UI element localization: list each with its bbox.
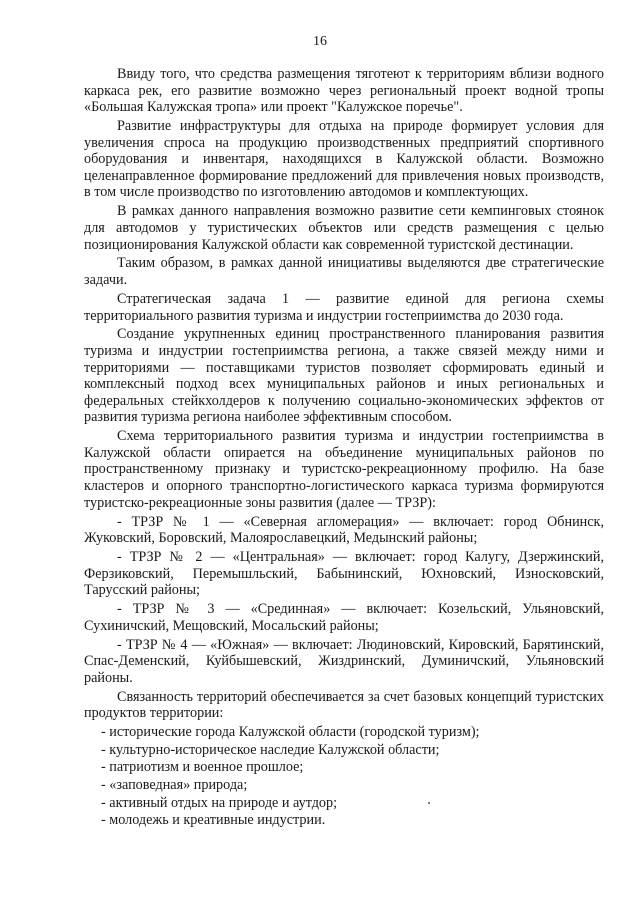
paragraph: Схема территориального развития туризма и индустрии гостеприимства в Калужской области опирается на объединение муниципальных районов по пространственному признаку и туристско-рекреационному профилю. На базе кластеров и опорного транспортно-логистического каркаса туризма формируются туристско-рекреационные зоны развития (далее — ТРЗР): <box>84 428 604 511</box>
paragraph: Развитие инфраструктуры для отдыха на природе формирует условия для увеличения спроса на продукцию производственных предприятий спортивного оборудования и инвентаря, находящихся в Калужской области. Возможно целенаправленное формирование предложений для привлечения новых производств, в том числе производство по изготовлению автодомов и комплектующих. <box>84 118 604 201</box>
list-item: - культурно-историческое наследие Калужской области; <box>101 741 440 758</box>
paragraph: Таким образом, в рамках данной инициативы выделяются две стратегические задачи. <box>84 255 604 289</box>
body-text <box>84 66 604 830</box>
paragraph: Связанность территорий обеспечивается за счет базовых концепций туристских продуктов территории: <box>84 688 604 722</box>
list-item: - «заповедная» природа; <box>101 776 248 793</box>
list-item: - патриотизм и военное прошлое; <box>101 759 304 776</box>
zone-item: - ТРЗР № 2 — «Центральная» — включает: город Калугу, Дзержинский, Ферзиковский, Перемышльский, Бабынинский, Юхновский, Износковский, Тарусский районы; <box>84 549 604 599</box>
scan-speck <box>428 802 430 804</box>
list-item: - исторические города Калужской области (городской туризм); <box>101 724 480 741</box>
zone-item: - ТРЗР № 4 — «Южная» — включает: Людиновский, Кировский, Барятинский, Спас-Деменский, Куйбышевский, Жиздринский, Думиничский, Ульяновский районы. <box>84 636 604 686</box>
list-item: - активный отдых на природе и аутдор; <box>101 794 338 811</box>
zone-item: - ТРЗР № 3 — «Срединная» — включает: Козельский, Ульяновский, Сухиничский, Мещовский, Мосальский районы; <box>84 601 604 634</box>
paragraph: Создание укрупненных единиц пространственного планирования развития туризма и индустрии гостеприимства региона, а также связей между ними и территориями — поставщиками туристов позволяет сформировать единый и комплексный подход всех муниципальных районов и иных региональных и федеральных стейкхолдеров к получению социально-экономических эффектов от развития туризма региона наиболее эффективным способом. <box>84 326 604 426</box>
paragraph: В рамках данного направления возможно развитие сети кемпинговых стоянок для автодомов у туристических объектов или средств размещения с целью позиционирования Калужской области как современной туристской дестинации. <box>84 203 604 253</box>
list-item: - молодежь и креативные индустрии. <box>101 812 326 829</box>
zone-item: - ТРЗР № 1 — «Северная агломерация» — включает: город Обнинск, Жуковский, Боровский, Малоярославецкий, Медынский районы; <box>84 513 604 547</box>
paragraph: Стратегическая задача 1 — развитие единой для региона схемы территориального развития туризма и индустрии гостеприимства до 2030 года. <box>84 290 604 324</box>
paragraph: Ввиду того, что средства размещения тяготеют к территориям вблизи водного каркаса рек, его развитие возможно через региональный проект водной тропы «Большая Калужская тропа» или проект "Калужское поречье". <box>84 66 604 116</box>
page-number: 16 <box>313 34 327 49</box>
